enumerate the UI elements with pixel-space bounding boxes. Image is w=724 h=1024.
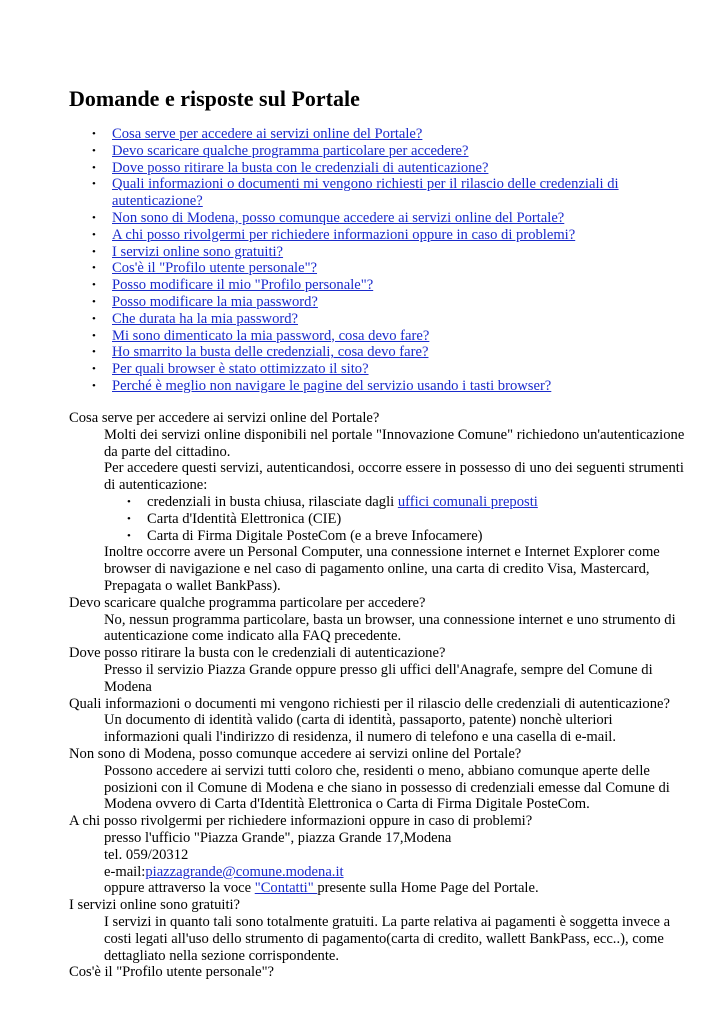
toc-link[interactable]: Quali informazioni o documenti mi vengono richiesti per il rilascio delle credenziali di autenticazione? [112,176,619,210]
faq-answer [104,830,689,897]
faq-answer: I servizi in quanto tali sono totalmente gratuiti. La parte relativa ai pagamenti è soggetta invece a costi legati all'uso dello strumento di pagamento(carta di credito, wallett BankPass, ecc..), come dettagliato nella sezione corrispondente. [104,913,671,964]
toc-item [92,344,652,361]
toc-link[interactable]: Per quali browser è stato ottimizzato il sito? [112,361,369,378]
toc-item [92,244,652,261]
office-phone: tel. 059/20312 [104,846,189,863]
toc-link[interactable]: Dove posso ritirare la busta con le credenziali di autenticazione? [112,159,489,176]
faq-answers [69,410,689,981]
contacts-link[interactable]: "Contatti" [254,880,318,897]
toc-link[interactable]: Cos'è il "Profilo utente personale"? [112,260,318,277]
faq-question: Cosa serve per accedere ai servizi online del Portale? [69,410,380,426]
toc-item [92,328,652,345]
toc-item [92,176,652,210]
toc-link[interactable]: A chi posso rivolgermi per richiedere informazioni oppure in caso di problemi? [112,226,576,243]
list-item: • Carta di Firma Digitale PosteCom (e a breve Infocamere) [127,528,689,545]
faq-question: Devo scaricare qualche programma particolare per accedere? [69,594,426,611]
toc-item [92,227,652,244]
toc-item [92,143,652,160]
faq-question: Non sono di Modena, posso comunque accedere ai servizi online del Portale? [69,745,522,762]
auth-tools-list [104,494,689,544]
toc-item [92,361,652,378]
toc-link[interactable]: Cosa serve per accedere ai servizi online del Portale? [112,126,423,142]
offices-link[interactable]: uffici comunali preposti [397,493,538,510]
contact-pre: oppure attraverso la voce [104,880,255,897]
faq-index [92,126,652,395]
list-item: • Carta d'Identità Elettronica (CIE) [127,511,689,528]
toc-item [92,260,652,277]
toc-link[interactable]: Che durata ha la mia password? [112,310,299,327]
faq-answer: Possono accedere ai servizi tutti coloro che, residenti o meno, abbiano comunque aperte delle posizioni con il Comune di Modena e che siano in possesso di credenziali emesse dal Comune di Modena ovvero di Carta d'Identità Elettronica o Carta di Firma Digitale PosteCom. [104,762,670,813]
faq-answer: Un documento di identità valido (carta di identità, passaporto, patente) nonchè ulteriori informazioni quali l'indirizzo di residenza, il numero di telefono e una casella di e-mail. [104,712,617,746]
toc-link[interactable]: I servizi online sono gratuiti? [112,243,284,260]
faq-question: Cos'è il "Profilo utente personale"? [69,964,275,981]
answer-paragraph: Inoltre occorre avere un Personal Computer, una connessione internet e Internet Explorer come browser di navigazione e nel caso di pagamento online, una carta di credito Visa, Mastercard, Prepagata o wallet BankPass). [104,544,660,594]
toc-item [92,126,652,143]
toc-link[interactable]: Posso modificare il mio "Profilo personale"? [112,277,374,294]
email-link[interactable]: piazzagrande@comune.modena.it [145,863,344,880]
faq-answer: No, nessun programma particolare, basta un browser, una connessione internet e uno strumento di autenticazione come indicato alla FAQ precedente. [104,611,676,645]
answer-paragraph: Molti dei servizi online disponibili nel portale "Innovazione Comune" richiedono un'autenticazione da parte del cittadino. [104,426,685,460]
faq-question: Dove posso ritirare la busta con le credenziali di autenticazione? [69,645,446,662]
answer-paragraph: Per accedere questi servizi, autenticandosi, occorre essere in possesso di uno dei seguenti strumenti di autenticazione: [104,460,684,494]
toc-item [92,277,652,294]
list-item [127,494,689,511]
contact-line [104,880,689,897]
toc-link[interactable]: Mi sono dimenticato la mia password, cosa devo fare? [112,327,430,344]
email-label: e-mail: [104,863,146,880]
toc-item [92,294,652,311]
toc-link[interactable]: Non sono di Modena, posso comunque accedere ai servizi online del Portale? [112,209,565,226]
toc-item [92,160,652,177]
toc-link[interactable]: Ho smarrito la busta delle credenziali, cosa devo fare? [112,344,429,361]
faq-question: A chi posso rivolgermi per richiedere informazioni oppure in caso di problemi? [69,813,533,830]
toc-link[interactable]: Posso modificare la mia password? [112,293,318,310]
toc-item [92,210,652,227]
page-title: Domande e risposte sul Portale [69,86,360,111]
faq-question: I servizi online sono gratuiti? [69,897,241,914]
office-email [104,864,689,881]
faq-question: Quali informazioni o documenti mi vengono richiesti per il rilascio delle credenziali di autenticazione? [69,695,670,712]
faq-answer [104,427,689,595]
list-item-text: credenziali in busta chiusa, rilasciate dagli [147,493,398,510]
office-address: presso l'ufficio "Piazza Grande", piazza Grande 17,Modena [104,829,452,846]
toc-item [92,311,652,328]
faq-answer: Presso il servizio Piazza Grande oppure presso gli uffici dell'Anagrafe, sempre del Comune di Modena [104,661,653,695]
toc-link[interactable]: Devo scaricare qualche programma particolare per accedere? [112,142,469,159]
toc-item [92,378,652,395]
contact-post: presente sulla Home Page del Portale. [317,880,539,897]
toc-link[interactable]: Perché è meglio non navigare le pagine del servizio usando i tasti browser? [112,377,552,394]
